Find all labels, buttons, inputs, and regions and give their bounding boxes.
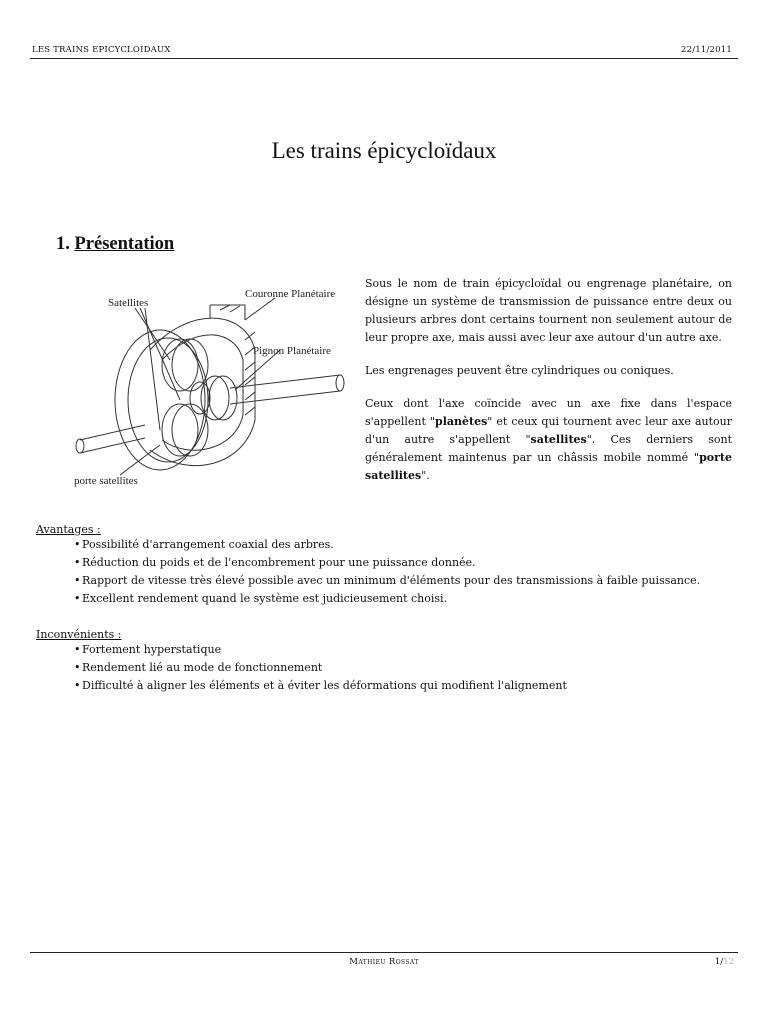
document-title: Les trains épicycloïdaux (271, 138, 497, 163)
list-item: • Fortement hyperstatique (74, 641, 736, 659)
p3-text-1: Ceux dont l'axe coïncide avec un axe fixe dans l'espace s'appellent " (365, 397, 732, 428)
intro-paragraph-3 (365, 395, 732, 485)
intro-text (365, 275, 732, 500)
label-couronne: Couronne Planétaire (245, 288, 336, 300)
page-total: 12 (723, 957, 734, 967)
label-pignon: Pignon Planétaire (253, 345, 331, 357)
inconvenients-title: Inconvénients : (36, 628, 122, 641)
label-porte: porte satellites (74, 475, 138, 487)
avantages-list (36, 536, 736, 608)
term-satellites: satellites (530, 433, 587, 446)
planetary-gear-drawing (40, 280, 358, 498)
section-number: 1. (56, 234, 70, 254)
p3-text-3: ". Ces derniers sont généralement maintenus par un châssis mobile nommé " (365, 433, 732, 464)
header-title: LES TRAINS EPICYCLOIDAUX (32, 45, 171, 55)
list-item: • Rapport de vitesse très élevé possible avec un minimum d'éléments pour des transmissions à faible puissance. (74, 572, 736, 590)
section-heading (56, 234, 174, 255)
list-item: • Réduction du poids et de l'encombrement pour une puissance donnée. (74, 554, 736, 572)
footer-author: Mathieu Rossat (349, 957, 419, 967)
p3-text-2: " et ceux qui tournent avec leur axe autour d'un autre s'appellent " (365, 415, 732, 446)
header-date: 22/11/2011 (681, 45, 732, 55)
page-number (715, 957, 734, 967)
planetary-gear-figure (40, 280, 358, 498)
intro-paragraph-2: Les engrenages peuvent être cylindriques ou coniques. (365, 364, 674, 377)
inconvenients-section (36, 628, 736, 695)
list-item: • Possibilité d'arrangement coaxial des arbres. (74, 536, 736, 554)
list-item: • Rendement lié au mode de fonctionnement (74, 659, 736, 677)
list-item: • Difficulté à aligner les éléments et à éviter les déformations qui modifient l'alignement (74, 677, 736, 695)
label-satellites: Satellites (108, 297, 149, 309)
p3-text-4: ". (421, 469, 430, 482)
inconvenients-list (36, 641, 736, 695)
term-planetes: planètes (435, 415, 488, 428)
section-title: Présentation (74, 234, 175, 254)
avantages-title: Avantages : (36, 523, 101, 536)
page-footer (30, 952, 738, 967)
page-current: 1/ (714, 957, 724, 967)
page-header (30, 44, 738, 59)
list-item: • Excellent rendement quand le système est judicieusement choisi. (74, 590, 736, 608)
avantages-section (36, 523, 736, 608)
term-porte-satellites: porte satellites (365, 451, 732, 482)
intro-paragraph-1: Sous le nom de train épicycloïdal ou engrenage planétaire, on désigne un système de transmission de puissance entre deux ou plusieurs arbres dont certains tournent non seulement autour de leur propre axe, mais aussi avec leur axe autour d'un autre axe. (365, 277, 732, 344)
